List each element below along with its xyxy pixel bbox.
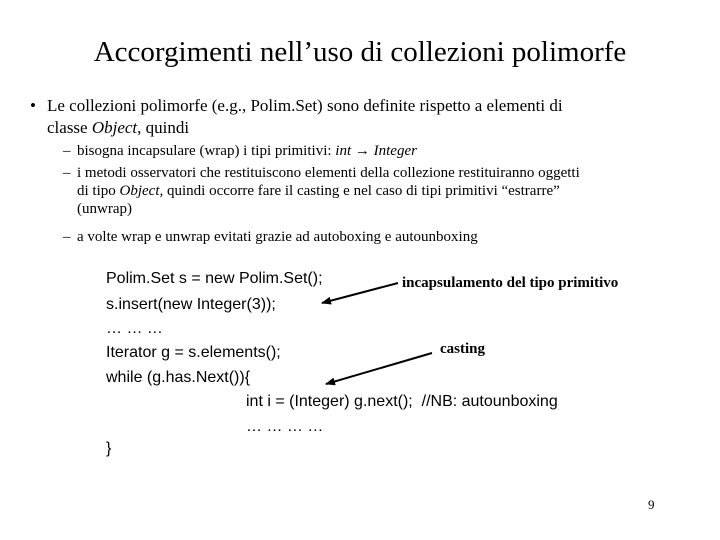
cast-arrow xyxy=(326,353,432,384)
code-line-6: int i = (Integer) g.next(); //NB: autounboxing xyxy=(246,393,558,410)
int-term: int xyxy=(335,143,352,159)
code-line-1: Polim.Set s = new Polim.Set(); xyxy=(106,270,323,287)
subbullet-observers-line2-prefix: di tipo xyxy=(77,183,120,199)
code-line-3: … … … xyxy=(106,320,163,337)
code-line-4: Iterator g = s.elements(); xyxy=(106,344,281,361)
code-line-2: s.insert(new Integer(3)); xyxy=(106,296,276,313)
bullet-object-term: Object, xyxy=(91,118,142,137)
slide-title: Accorgimenti nell’uso di collezioni polimorfe xyxy=(93,36,627,68)
subbullet-dash: – xyxy=(63,229,71,245)
cast-annotation: casting xyxy=(440,341,485,357)
bullet-line2-suffix: quindi xyxy=(141,118,190,137)
arrow-glyph: → xyxy=(351,143,374,159)
subbullet-observers-line2-suffix: quindi occorre fare il casting e nel caso di tipi primitivi “estrarre” xyxy=(163,183,560,199)
subbullet-observers-line1: i metodi osservatori che restituiscono elementi della collezione restituiranno oggetti xyxy=(77,165,580,181)
object-term: Object, xyxy=(119,183,164,199)
code-line-7: … … … … xyxy=(246,418,324,435)
subbullet-observers-line3: (unwrap) xyxy=(77,201,132,217)
integer-term: Integer xyxy=(373,143,417,159)
subbullet-autoboxing-text: a volte wrap e unwrap evitati grazie ad autoboxing e autounboxing xyxy=(77,229,478,245)
bullet-marker: • xyxy=(30,96,36,115)
subbullet-dash: – xyxy=(63,165,71,181)
subbullet-wrap-text: bisogna incapsulare (wrap) i tipi primitivi: xyxy=(77,143,336,159)
wrap-arrow xyxy=(322,283,398,303)
code-line-5: while (g.has.Next()){ xyxy=(106,369,251,386)
wrap-annotation: incapsulamento del tipo primitivo xyxy=(402,275,619,291)
bullet-line1: Le collezioni polimorfe (e.g., Polim.Set) sono definite rispetto a elementi di xyxy=(47,96,563,115)
code-line-8: } xyxy=(106,440,112,457)
subbullet-dash: – xyxy=(63,143,71,159)
bullet-line2-prefix: classe xyxy=(47,118,92,137)
page-number: 9 xyxy=(648,497,655,512)
